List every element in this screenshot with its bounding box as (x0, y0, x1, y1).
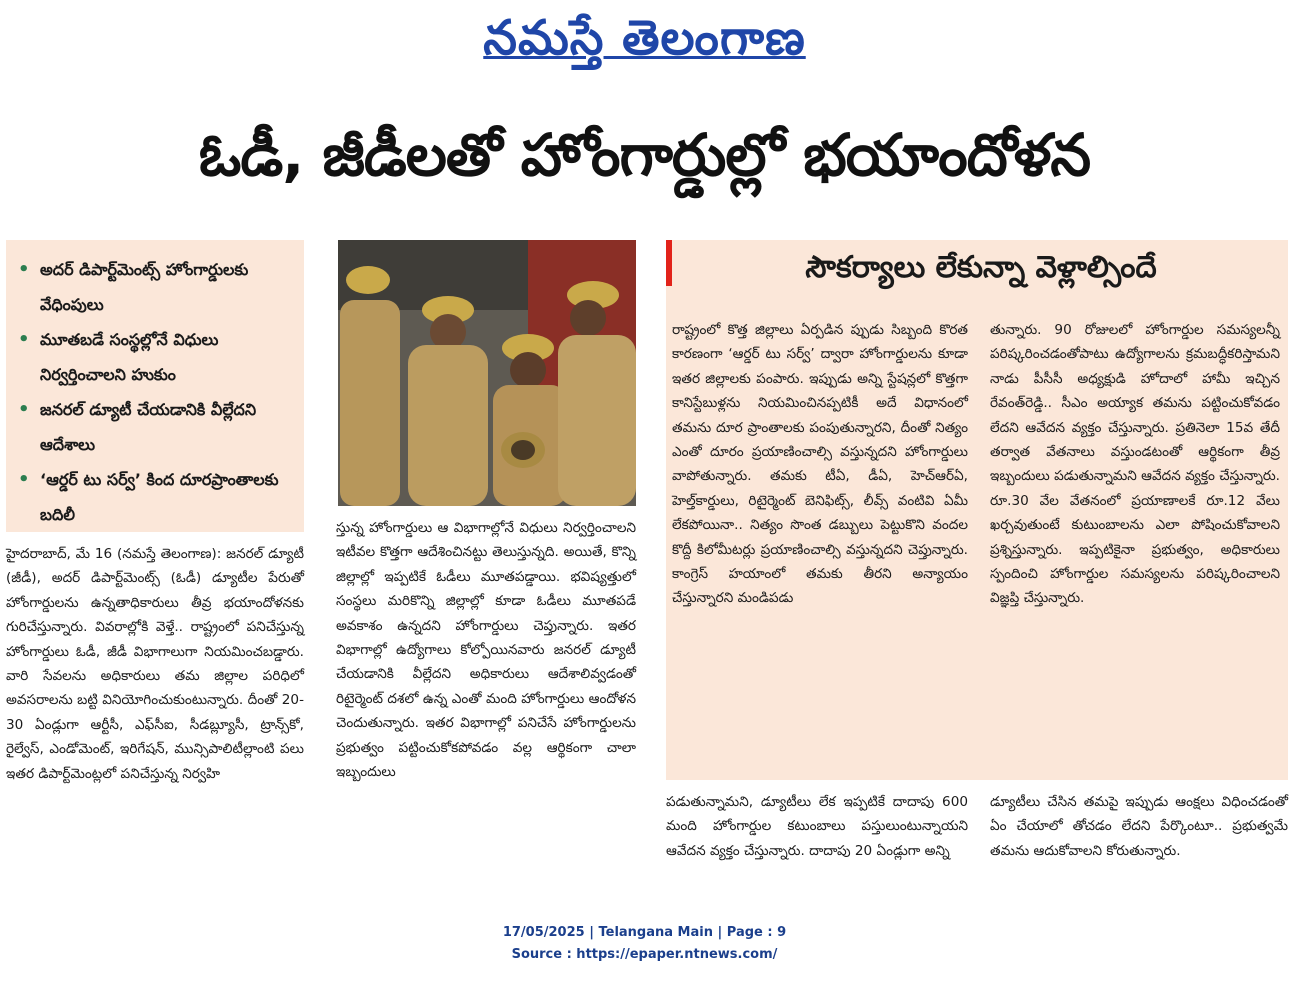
source-link[interactable]: Source : https://epaper.ntnews.com/ (511, 947, 778, 962)
sidebar-column-right (990, 318, 1280, 611)
sidebar-story-box (666, 240, 1288, 780)
sidebar-left-text: రాష్ట్రంలో కొత్త జిల్లాలు ఏర్పడిన ప్పుడు సిబ్బంది కొరత కారణంగా ‘ఆర్డర్ టు సర్వ్’ ద్వారా హోంగార్డులను కూడా ఇతర జిల్లాలకు పంపారు. ఇప్పుడు అన్ని స్టేషన్లలో కొత్తగా కానిస్టేబుళ్లను నియమించినప్పటికీ అదే విధానంలో తమను దూర ప్రాంతాలకు పంపుతున్నారని, దీంతో నిత్యం ఎంతో దూరం ప్రయాణించాల్సి వస్తున్నదని హోంగార్డులు వాపోతున్నారు. తమకు టీఏ, డీఏ, హెచ్‌ఆర్‌ఏ, హెల్త్‌కార్డులు, రిటైర్మెంట్ బెనిఫిట్స్, లీవ్స్ వంటివి ఏమీ లేకపోయినా.. నిత్యం సొంత డబ్బులు పెట్టుకొని వందల కొద్దీ కిలోమీటర్లు ప్రయాణించాల్సి వస్తున్నదని చెప్తున్నారు. కాంగ్రెస్ హయాంలో తమకు తీరని అన్యాయం చేస్తున్నారని మండిపడు (672, 322, 968, 607)
article-column-4-continued (990, 790, 1288, 863)
sidebar-column-left (672, 318, 968, 611)
home-guards-photo (338, 240, 636, 506)
highlight-item: • జనరల్ డ్యూటీ చేయడానికి వీల్లేదని ఆదేశాలు (18, 392, 294, 462)
highlights-box (6, 240, 304, 532)
highlight-item: • మూతబడే సంస్థల్లోనే విధులు నిర్వర్తించాలని హుకుం (18, 322, 294, 392)
bullet-icon: • (18, 329, 30, 350)
column-1-text: హైదరాబాద్, మే 16 (నమస్తే తెలంగాణ): జనరల్ డ్యూటీ (జీడీ), అదర్ డిపార్ట్‌మెంట్స్ (ఓడీ) డ్యూటీల పేరుతో హోంగార్డులను ఉన్నతాధికారులు తీవ్ర భయాందోళనకు గురిచేస్తున్నారు. వివరాల్లోకి వెళ్తే.. రాష్ట్రంలో పనిచేస్తున్న హోంగార్డులు ఓడీ, జీడీ విభాగాలుగా నియమించబడ్డారు. వారి సేవలను అధికారులు తమ జిల్లాల పరిధిలో అవసరాలను బట్టి వినియోగించుకుంటున్నారు. దీంతో 20-30 ఏండ్లుగా ఆర్టీసీ, ఎఫ్‌సీఐ, సీడబ్ల్యూసీ, ట్రాన్స్‌కో, రైల్వేస్, ఎండోమెంట్, ఇరిగేషన్, మున్సిపాలిటీల్లాంటి పలు ఇతర డిపార్ట్‌మెంట్లలో పనిచేస్తున్న నిర్వహి (6, 546, 304, 782)
accent-bar (666, 240, 672, 286)
bullet-icon: • (18, 469, 30, 490)
sidebar-right-text: తున్నారు. 90 రోజులలో హోంగార్డుల సమస్యలన్నీ పరిష్కరించడంతోపాటు ఉద్యోగాలను క్రమబద్ధీకరిస్తామని నాడు పీసీసీ అధ్యక్షుడి హోదాలో హామీ ఇచ్చిన రేవంత్‌రెడ్డి.. సీఎం అయ్యాక తమను పట్టించుకోవడం లేదని ఆవేదన వ్యక్తం చేస్తున్నారు. ప్రతినెలా 15వ తేదీ తర్వాత వేతనాలు వస్తుండటంతో ఆర్థికంగా తీవ్ర ఇబ్బందులు పడుతున్నామని ఆవేదన వ్యక్తం చేస్తున్నారు. రూ.30 వేల వేతనంలో ప్రయాణాలకే రూ.12 వేలు ఖర్చవుతుంటే కుటుంబాలను ఎలా పోషించుకోవాలని ప్రశ్నిస్తున్నారు. ఇప్పటికైనా ప్రభుత్వం, అధికారులు స్పందించి హోంగార్డుల సమస్యలను పరిష్కరించాలని విజ్ఞప్తి చేస్తున్నారు. (990, 322, 1280, 607)
highlight-item: • అదర్ డిపార్ట్‌మెంట్స్ హోంగార్డులకు వేధింపులు (18, 252, 294, 322)
column-4-text: డ్యూటీలు చేసిన తమపై ఇప్పుడు ఆంక్షలు విధించడంతో ఏం చేయాలో తోచడం లేదని పేర్కొంటూ.. ప్రభుత్వమే తమను ఆదుకోవాలని కోరుతున్నారు. (990, 794, 1288, 859)
column-3-text: పడుతున్నామని, డ్యూటీలు లేక ఇప్పటికే దాదాపు 600 మంది హోంగార్డుల కటుంబాలు పస్తులుంటున్నాయని ఆవేదన వ్యక్తం చేస్తున్నారు. దాదాపు 20 ఏండ్లుగా అన్ని (666, 794, 968, 859)
article-headline: ఓడీ, జీడీలతో హోంగార్డుల్లో భయాందోళన (198, 121, 1091, 189)
column-2-text: స్తున్న హోంగార్డులు ఆ విభాగాల్లోనే విధులు నిర్వర్తించాలని ఇటీవల కొత్తగా ఆదేశించినట్టు తెలుస్తున్నది. అయితే, కొన్ని జిల్లాల్లో ఇప్పటికే ఓడీలు మూతపడ్డాయి. భవిష్యత్తులో సంస్థలు మరికొన్ని జిల్లాల్లో కూడా ఓడీలు మూతపడే అవకాశం ఉన్నదని హోంగార్డులు చెప్తున్నారు. ఇతర విభాగాల్లో ఉద్యోగాలు కోల్పోయినవారు జనరల్ డ్యూటీ చేయడానికి వీల్లేదని అధికారులు ఆదేశాలివ్వడంతో రిటైర్మెంట్ దశలో ఉన్న ఎంతో మంది హోంగార్డులు ఆందోళన చెందుతున్నారు. ఇతర విభాగాల్లో పనిచేసే హోంగార్డులను ప్రభుత్వం పట్టించుకోకపోవడం వల్ల ఆర్థికంగా చాలా ఇబ్బందులు (336, 520, 636, 781)
article-column-3-continued (666, 790, 968, 863)
newspaper-masthead: నమస్తే తెలంగాణ (483, 10, 806, 66)
bullet-icon: • (18, 259, 30, 280)
highlight-item: • ‘ఆర్డర్ టు సర్వ్’ కింద దూరప్రాంతాలకు బదిలీ (18, 462, 294, 532)
article-column-2 (336, 516, 636, 784)
page-footer (0, 922, 1289, 966)
edition-info: 17/05/2025 | Telangana Main | Page : 9 (502, 925, 787, 940)
bullet-icon: • (18, 399, 30, 420)
sidebar-story-title: సౌకర్యాలు లేకున్నా వెళ్లాల్సిందే (805, 250, 1157, 285)
article-column-1 (6, 542, 304, 786)
